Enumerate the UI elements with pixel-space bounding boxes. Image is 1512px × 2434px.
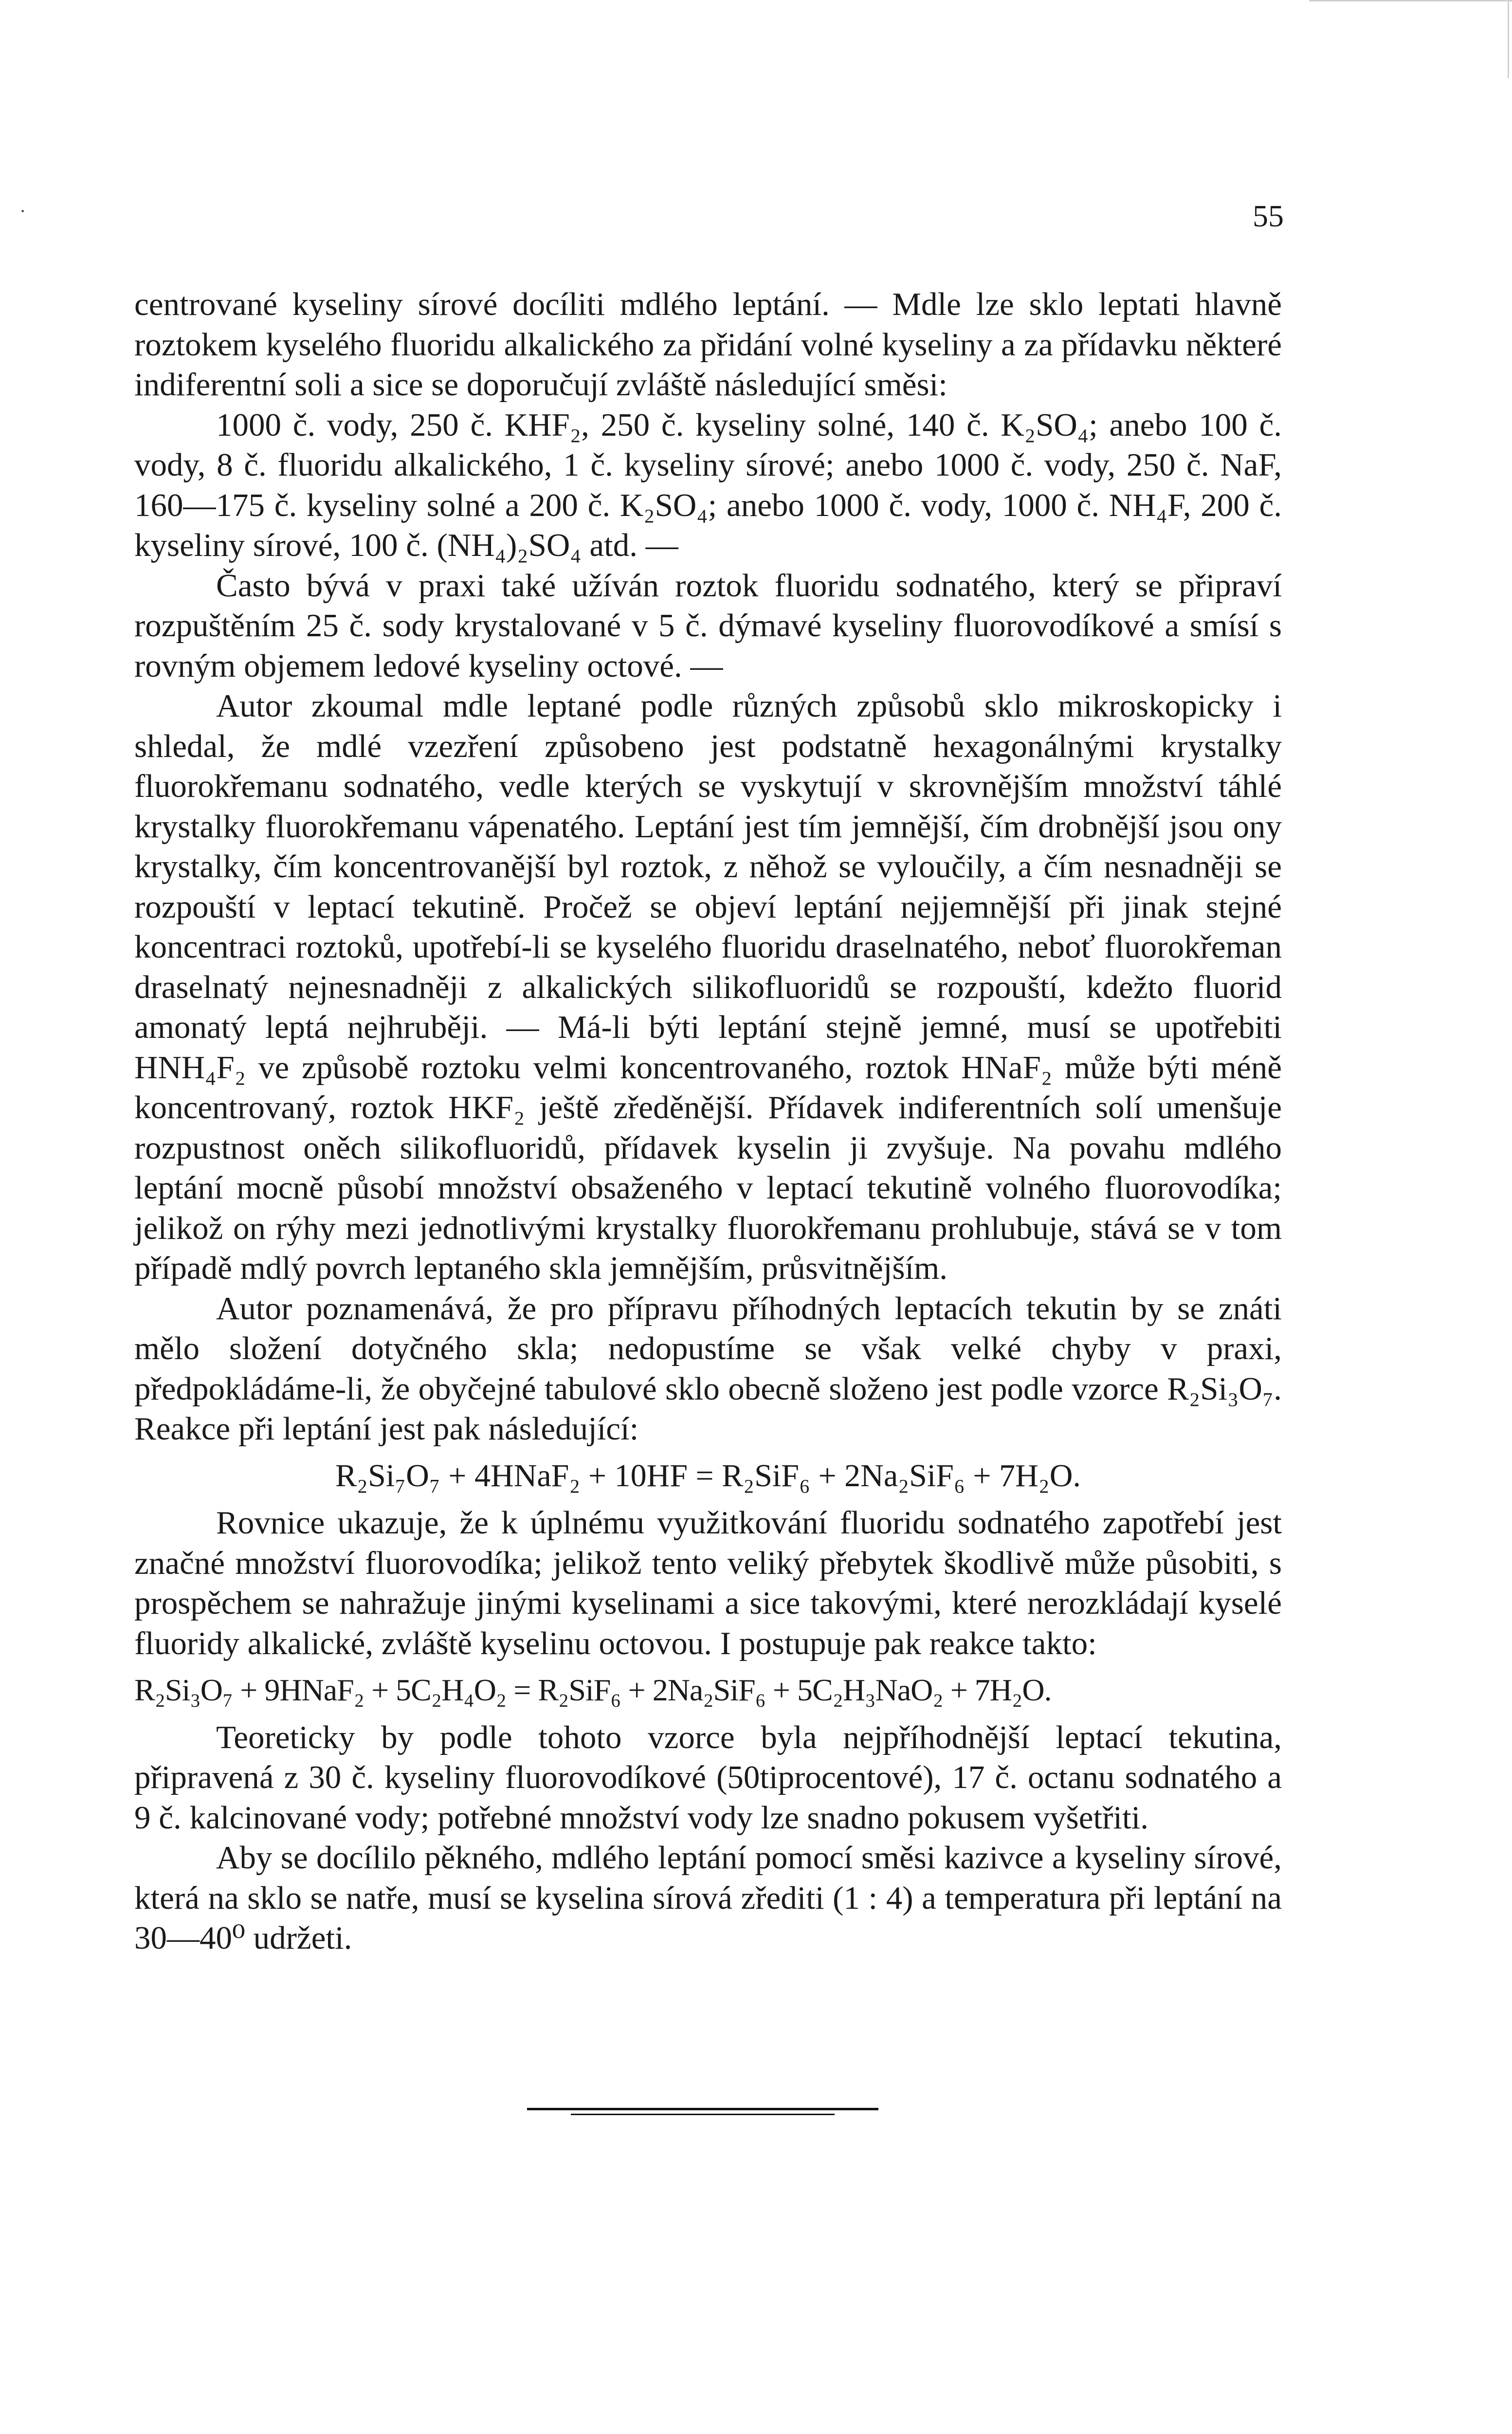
scan-edge-right (1508, 0, 1509, 78)
scan-edge-top-right (1309, 0, 1512, 1)
paragraph-5: Autor poznamenává, že pro přípravu příhodných leptacích tekutin by se znáti mělo složení dotyčného skla; nedopustíme se však velké chyby v praxi, předpokládáme-li, že obyčejné tabulové sklo obecně složeno jest podle vzorce R₂Si₃O₇. Reakce při leptání jest pak následující: (134, 1290, 1282, 1447)
paragraph-3: Často bývá v praxi také užíván roztok fluoridu sodnatého, který se připraví rozpuštěním 25 č. sody krystalované v 5 č. dýmavé kyseliny fluorovodíkové a smísí s rovným objemem ledové kyseliny octové. — (134, 567, 1282, 684)
paragraph-2: 1000 č. vody, 250 č. KHF₂, 250 č. kyseliny solné, 140 č. K₂SO₄; anebo 100 č. vody, 8 č. fluoridu alkalického, 1 č. kyseliny sírové; anebo 1000 č. vody, 250 č. NaF, 160—175 č. kyseliny solné a 200 č. K₂SO₄; anebo 1000 č. vody, 1000 č. NH₄F, 200 č. kyseliny sírové, 100 č. (NH₄)₂SO₄ atd. — (134, 406, 1282, 563)
paragraph-1: centrované kyseliny sírové docíliti mdlého leptání. — Mdle lze sklo leptati hlavně roztokem kyselého fluoridu alkalického za přidání volné kyseliny a za přídavku některé indiferentní soli a sice se doporučují zvláště následující směsi: (134, 286, 1282, 403)
scan-mark-left: · (19, 200, 26, 222)
reaction-equation-2: R₂Si₃O₇ + 9HNaF₂ + 5C₂H₄O₂ = R₂SiF₆ + 2Na₂SiF₆ + 5C₂H₃NaO₂ + 7H₂O. (134, 1673, 1052, 1707)
paragraph-7: Teoreticky by podle tohoto vzorce byla nejpříhodnější leptací tekutina, připravená z 30 č. kyseliny fluorovodíkové (50tiprocentové), 17 č. octanu sodnatého a 9 č. kalcinované vody; potřebné množství vody lze snadno pokusem vyšetřiti. (134, 1719, 1282, 1836)
page-number: 55 (1253, 199, 1284, 233)
reaction-equation-1: R₂Si₇O₇ + 4HNaF₂ + 10HF = R₂SiF₆ + 2Na₂SiF₆ + 7H₂O. (335, 1457, 1081, 1494)
paragraph-4: Autor zkoumal mdle leptané podle různých způsobů sklo mikroskopicky i shledal, že mdlé vzezření způsobeno jest podstatně hexagonálnými krystalky fluorokřemanu sodnatého, vedle kterých se vyskytují v skrovnějším množství táhlé krystalky fluorokřemanu vápenatého. Leptání jest tím jemnější, čím drobnější jsou ony krystalky, čím koncentrovanější byl roztok, z něhož se vyloučily, a čím nesnadněji se rozpouští v leptací tekutině. Pročež se objeví leptání nejjemnější při jinak stejné koncentraci roztoků, upotřebí-li se kyselého fluoridu draselnatého, neboť fluorokřeman draselnatý nejnesnadněji z alkalických silikofluoridů se rozpouští, kdežto fluorid amonatý leptá nejhruběji. — Má-li býti leptání stejně jemné, musí se upotřebiti HNH₄F₂ ve způsobě roztoku velmi koncentrovaného, roztok HNaF₂ může býti méně koncentrovaný, roztok HKF₂ ještě zředěnější. Přídavek indiferentních solí umenšuje rozpustnost oněch silikofluoridů, přídavek kyselin ji zvyšuje. Na povahu mdlého leptání mocně působí množství obsaženého v leptací tekutině volného fluorovodíka; jelikož on rýhy mezi jednotlivými krystalky fluorokřemanu prohlubuje, stává se v tom případě mdlý povrch leptaného skla jemnějším, průsvitnějším. (134, 688, 1282, 1286)
paragraph-8: Aby se docílilo pěkného, mdlého leptání pomocí směsi kazivce a kyseliny sírové, která na sklo se natře, musí se kyselina sírová zřediti (1 : 4) a temperatura při leptání na 30—40⁰ udržeti. (134, 1840, 1282, 1956)
section-end-rule-thin (571, 2114, 835, 2115)
paragraph-6: Rovnice ukazuje, že k úplnému využitkování fluoridu sodnatého zapotřebí jest značné množství fluorovodíka; jelikož tento veliký přebytek škodlivě může působiti, s prospěchem se nahražuje jinými kyselinami a sice takovými, které nerozkládají kyselé fluoridy alkalické, zvláště kyselinu octovou. I postupuje pak reakce takto: (134, 1505, 1282, 1661)
section-end-rule-thick (527, 2108, 878, 2110)
section-end-rule (527, 2108, 878, 2120)
body-text (134, 284, 1282, 1958)
